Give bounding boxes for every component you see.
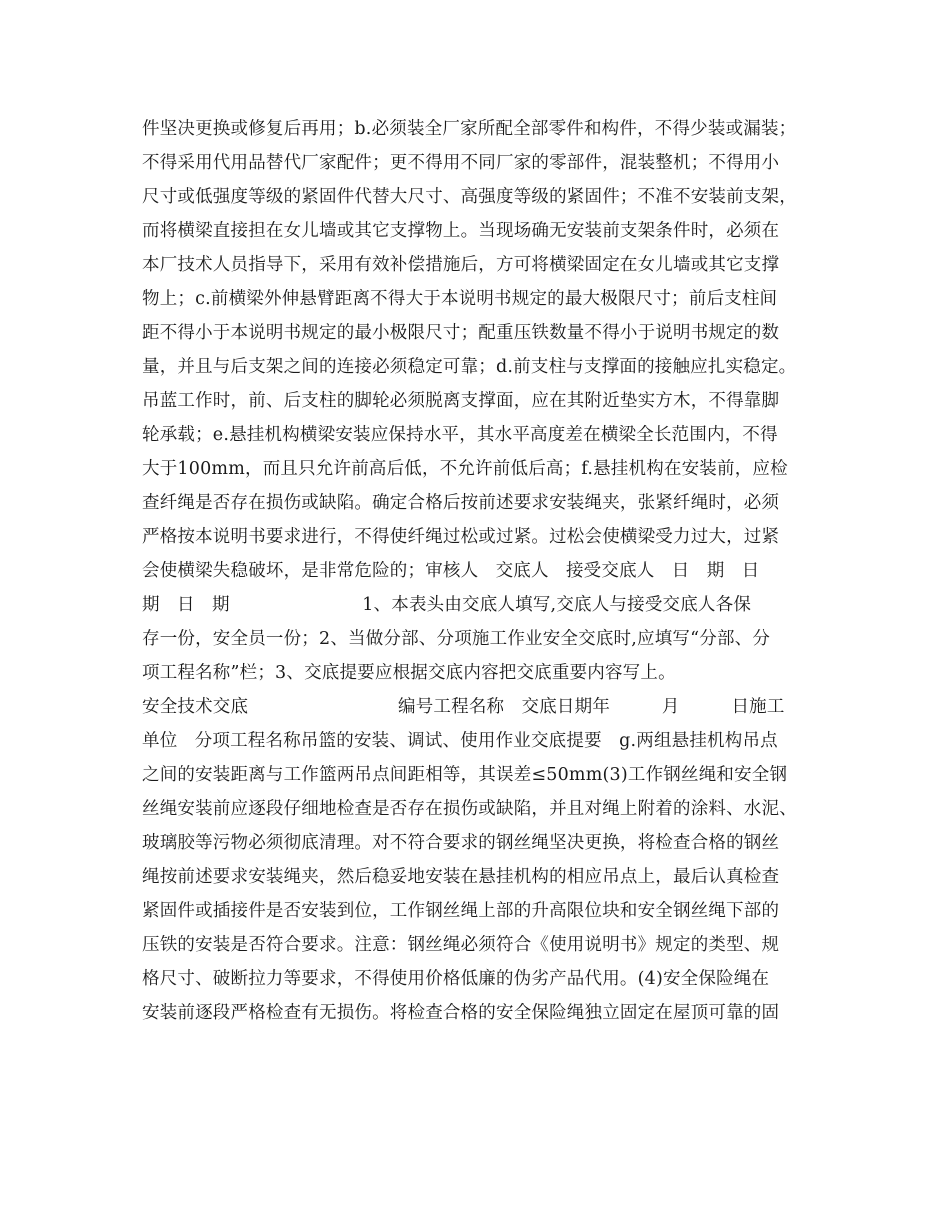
text-line: 本厂技术人员指导下，采用有效补偿措施后，方可将横梁固定在女儿墙或其它支撑 <box>142 255 780 275</box>
text-line: 安装前逐段严格检查有无损伤。将检查合格的安全保险绳独立固定在屋顶可靠的固 <box>142 1003 780 1023</box>
text-line: 量，并且与后支架之间的连接必须稳定可靠；d.前支柱与支撑面的接触应扎实稳定。 <box>142 357 797 377</box>
text-line: 件坚决更换或修复后再用；b.必须装全厂家所配全部零件和构件，不得少装或漏装； <box>142 119 797 139</box>
text-line: 压铁的安装是否符合要求。注意：钢丝绳必须符合《使用说明书》规定的类型、规 <box>142 935 780 955</box>
text-line: 期 日 期 1、本表头由交底人填写,交底人与接受交底人各保 <box>142 595 752 615</box>
text-line: 物上；c.前横梁外伸悬臂距离不得大于本说明书规定的最大极限尺寸；前后支柱间 <box>142 289 778 309</box>
text-line: 之间的安装距离与工作篮两吊点间距相等，其误差≤50mm(3)工作钢丝绳和安全钢 <box>142 765 788 785</box>
text-line: 绳按前述要求安装绳夹，然后稳妥地安装在悬挂机构的相应吊点上，最后认真检查 <box>142 867 780 887</box>
text-line: 吊蓝工作时，前、后支柱的脚轮必须脱离支撑面，应在其附近垫实方木，不得靠脚 <box>142 391 780 411</box>
text-line: 尺寸或低强度等级的紧固件代替大尺寸、高强度等级的紧固件；不准不安装前支架， <box>142 187 797 207</box>
text-line: 丝绳安装前应逐段仔细地检查是否存在损伤或缺陷，并且对绳上附着的涂料、水泥、 <box>142 799 797 819</box>
text-line: 大于100mm，而且只允许前高后低，不允许前低后高；f.悬挂机构在安装前，应检 <box>142 459 788 479</box>
text-line: 而将横梁直接担在女儿墙或其它支撑物上。当现场确无安装前支架条件时，必须在 <box>142 221 780 241</box>
text-line: 不得采用代用品替代厂家配件；更不得用不同厂家的零部件，混装整机；不得用小 <box>142 153 780 173</box>
text-line: 距不得小于本说明书规定的最小极限尺寸；配重压铁数量不得小于说明书规定的数 <box>142 323 780 343</box>
text-line: 查纤绳是否存在损伤或缺陷。确定合格后按前述要求安装绳夹，张紧纤绳时，必须 <box>142 493 780 513</box>
text-line: 存一份，安全员一份；2、当做分部、分项施工作业安全交底时,应填写“分部、分 <box>142 629 771 649</box>
text-line: 紧固件或插接件是否安装到位，工作钢丝绳上部的升高限位块和安全钢丝绳下部的 <box>142 901 780 921</box>
text-line: 单位 分项工程名称吊篮的安装、调试、使用作业交底提要 g.两组悬挂机构吊点 <box>142 731 778 751</box>
text-line: 严格按本说明书要求进行，不得使纤绳过松或过紧。过松会使横梁受力过大，过紧 <box>142 527 780 547</box>
text-line: 会使横梁失稳破坏，是非常危险的；审核人 交底人 接受交底人 日 期 日 <box>142 561 760 581</box>
text-line: 玻璃胶等污物必须彻底清理。对不符合要求的钢丝绳坚决更换，将检查合格的钢丝 <box>142 833 780 853</box>
text-line: 项工程名称”栏；3、交底提要应根据交底内容把交底重要内容写上。 <box>142 663 676 683</box>
text-line: 轮承载；e.悬挂机构横梁安装应保持水平，其水平高度差在横梁全长范围内，不得 <box>142 425 778 445</box>
section-heading-line: 安全技术交底 编号工程名称 交底日期年 月 日施工 <box>142 697 785 717</box>
text-line: 格尺寸、破断拉力等要求，不得使用价格低廉的伪劣产品代用。(4)安全保险绳在 <box>142 969 770 989</box>
